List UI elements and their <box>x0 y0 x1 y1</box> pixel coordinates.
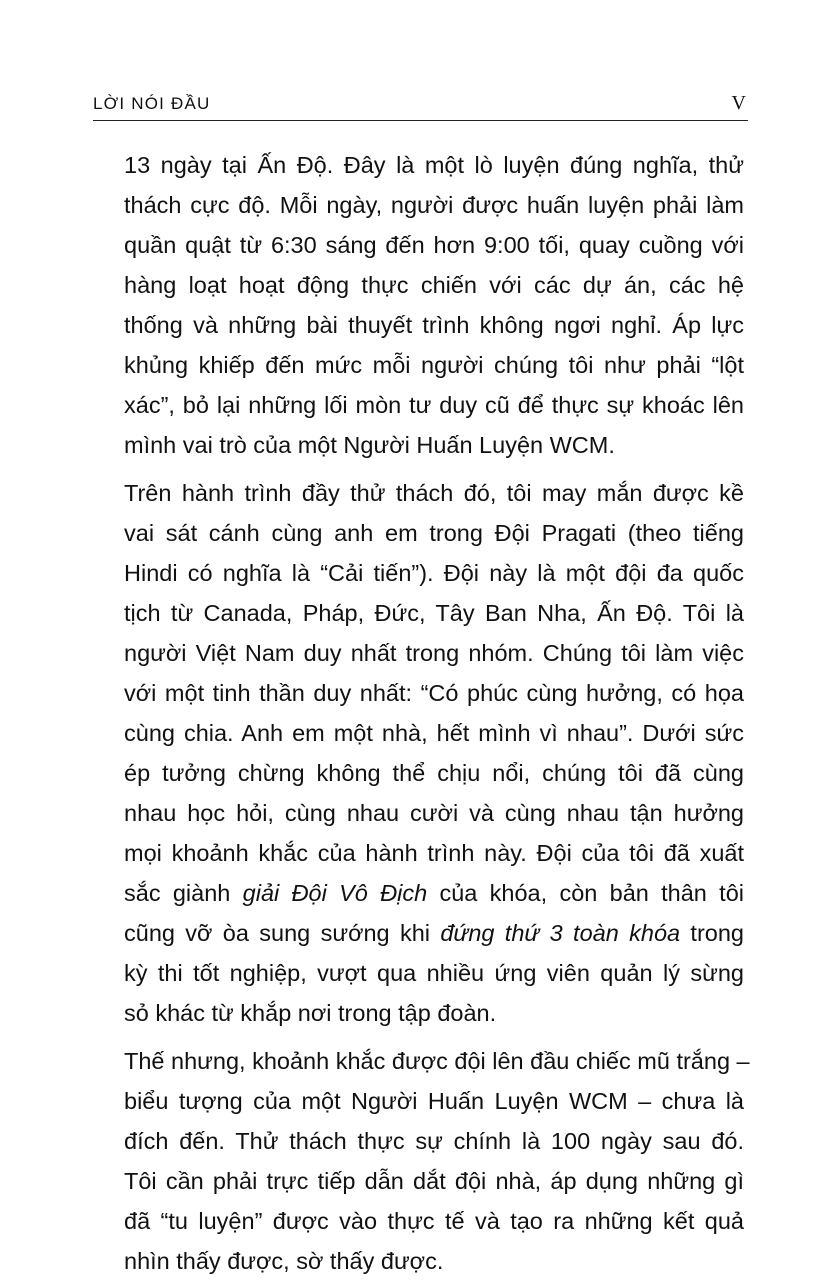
text-run: trong <box>680 920 745 946</box>
text-line <box>124 305 744 345</box>
emphasized-text: đứng thứ 3 toàn khóa <box>440 920 681 946</box>
text-run: đã “tu luyện” được vào thực tế và tạo ra những kết quả <box>124 1208 744 1234</box>
text-line <box>124 473 744 513</box>
running-title: LỜI NÓI ĐẦU <box>93 94 211 113</box>
text-run: thống và những bài thuyết trình không ngơi nghỉ. Áp lực <box>124 312 744 338</box>
text-run: với một tinh thần duy nhất: “Có phúc cùng hưởng, có họa <box>124 680 744 706</box>
text-line <box>124 633 744 673</box>
text-run: của khóa, còn bản thân tôi <box>427 880 744 906</box>
text-run: biểu tượng của một Người Huấn Luyện WCM – chưa là <box>124 1088 744 1114</box>
text-run: nhìn thấy được, sờ thấy được. <box>124 1248 444 1274</box>
text-line <box>124 1121 744 1161</box>
text-run: nhau học hỏi, cùng nhau cười và cùng nhau tận hưởng <box>124 800 744 826</box>
text-line <box>124 953 744 993</box>
text-line <box>124 345 744 385</box>
paragraph-gap <box>124 465 744 473</box>
text-line <box>124 1041 750 1081</box>
text-run: quần quật từ 6:30 sáng đến hơn 9:00 tối, quay cuồng với <box>124 232 744 258</box>
text-run: Tôi cần phải trực tiếp dẫn dắt đội nhà, áp dụng những gì <box>124 1168 744 1194</box>
text-line <box>124 185 744 225</box>
text-run: Hindi có nghĩa là “Cải tiến”). Đội này là một đội đa quốc <box>124 560 744 586</box>
text-run: đích đến. Thử thách thực sự chính là 100 ngày sau đó. <box>124 1128 744 1154</box>
body-text <box>124 145 750 1281</box>
text-line <box>124 1081 744 1121</box>
text-run: vai sát cánh cùng anh em trong Đội Pragati (theo tiếng <box>124 520 744 546</box>
text-line <box>124 385 744 425</box>
text-line <box>124 833 744 873</box>
text-line <box>124 145 744 185</box>
text-line <box>124 993 744 1033</box>
text-run: sắc giành <box>124 880 243 906</box>
page-number: V <box>731 92 746 114</box>
text-run: mình vai trò của một Người Huấn Luyện WCM. <box>124 432 615 458</box>
text-line <box>124 513 744 553</box>
paragraph <box>124 1041 750 1281</box>
text-run: mọi khoảnh khắc của hành trình này. Đội của tôi đã xuất <box>124 840 744 866</box>
paragraph <box>124 145 744 465</box>
text-line <box>124 553 744 593</box>
text-line <box>124 593 744 633</box>
emphasized-text: giải Đội Vô Địch <box>242 880 428 906</box>
text-line <box>124 713 744 753</box>
paragraph <box>124 473 744 1033</box>
text-run: thách cực độ. Mỗi ngày, người được huấn luyện phải làm <box>124 192 744 218</box>
running-header <box>93 92 748 121</box>
text-line <box>124 1201 744 1241</box>
text-run: tịch từ Canada, Pháp, Đức, Tây Ban Nha, Ấn Độ. Tôi là <box>124 600 744 626</box>
text-run: sỏ khác từ khắp nơi trong tập đoàn. <box>124 1000 497 1026</box>
text-line <box>124 225 744 265</box>
text-run: cũng vỡ òa sung sướng khi <box>124 920 441 946</box>
text-line <box>124 673 744 713</box>
text-run: ép tưởng chừng không thể chịu nổi, chúng tôi đã cùng <box>124 760 744 786</box>
text-line <box>124 265 744 305</box>
text-run: kỳ thi tốt nghiệp, vượt qua nhiều ứng viên quản lý sừng <box>124 960 744 986</box>
text-run: hàng loạt hoạt động thực chiến với các dự án, các hệ <box>124 272 744 298</box>
text-line <box>124 873 744 913</box>
text-line <box>124 753 744 793</box>
text-run: khủng khiếp đến mức mỗi người chúng tôi như phải “lột <box>124 352 744 378</box>
text-run: Thế nhưng, khoảnh khắc được đội lên đầu chiếc mũ trắng – <box>124 1048 750 1074</box>
text-run: cùng chia. Anh em một nhà, hết mình vì nhau”. Dưới sức <box>124 720 744 746</box>
text-run: 13 ngày tại Ấn Độ. Đây là một lò luyện đúng nghĩa, thử <box>124 152 744 178</box>
paragraph-gap <box>124 1033 744 1041</box>
text-line <box>124 913 744 953</box>
text-line <box>124 793 744 833</box>
text-run: Trên hành trình đầy thử thách đó, tôi may mắn được kề <box>124 480 744 506</box>
text-run: xác”, bỏ lại những lối mòn tư duy cũ để thực sự khoác lên <box>124 392 744 418</box>
text-line <box>124 1241 744 1281</box>
text-run: người Việt Nam duy nhất trong nhóm. Chúng tôi làm việc <box>124 640 744 666</box>
text-line <box>124 1161 744 1201</box>
text-line <box>124 425 744 465</box>
